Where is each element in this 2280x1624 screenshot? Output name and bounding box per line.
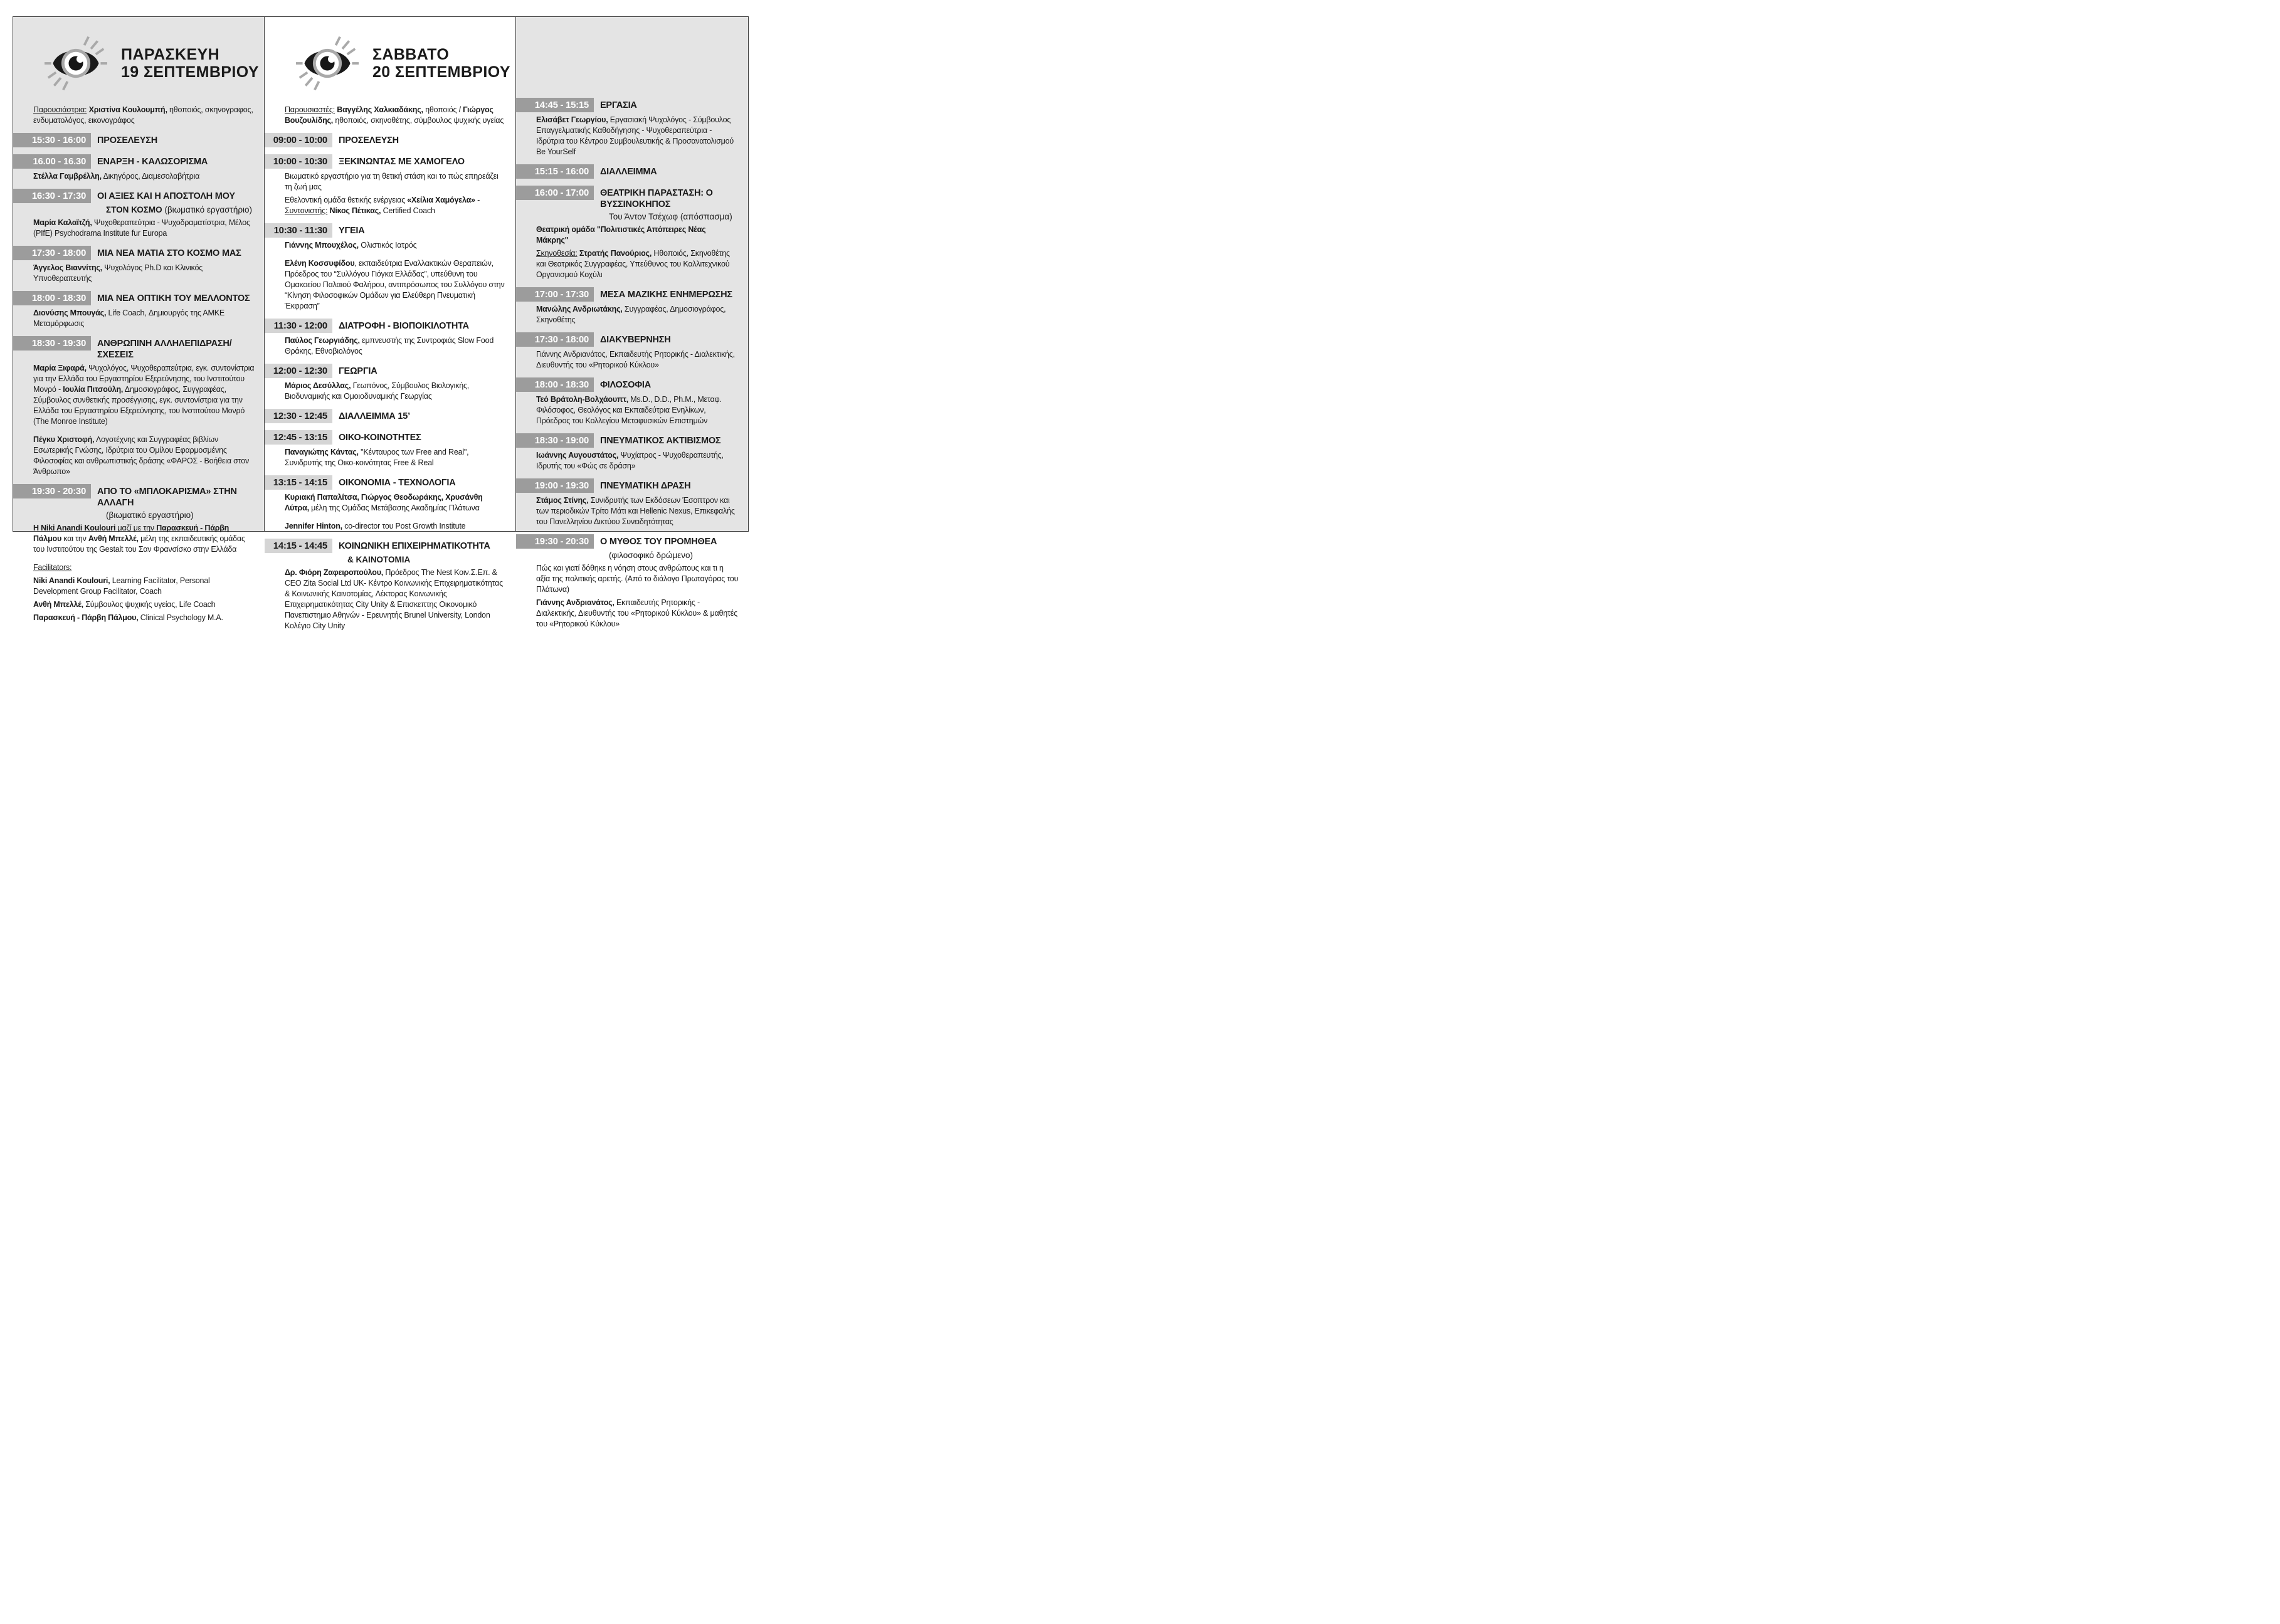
- text-segment: co-director του Post Growth Institute: [342, 522, 466, 530]
- session-title: ΠΡΟΣΕΛΕΥΣΗ: [338, 135, 399, 145]
- session-paragraph: [285, 335, 507, 357]
- session-paragraph: [285, 447, 507, 468]
- time-chip: 17:30 - 18:00: [13, 246, 91, 260]
- time-chip: 18:00 - 18:30: [516, 377, 594, 392]
- text-segment: Facilitators:: [33, 563, 72, 572]
- text-segment: Ανθή Μπελλέ,: [88, 534, 139, 543]
- text-segment: Στέλλα Γαμβρέλλη,: [33, 172, 102, 181]
- time-chip: 10:30 - 11:30: [265, 223, 332, 238]
- text-segment: Παρασκευή - Πάρβη Πάλμου: [33, 524, 230, 543]
- session-row: [516, 332, 748, 347]
- session-row: [516, 534, 748, 549]
- text-segment: Βιωματικό εργαστήριο για τη θετική στάση και το πώς επηρεάζει τη ζωή μας: [284, 172, 499, 191]
- session-title: ΟΙ ΑΞΙΕΣ ΚΑΙ Η ΑΠΟΣΤΟΛΗ ΜΟΥ: [97, 191, 235, 201]
- session-row: [516, 164, 748, 179]
- session-row: [516, 478, 748, 493]
- session-row: [13, 133, 264, 147]
- text-segment: Jennifer Hinton,: [284, 522, 342, 530]
- session-title: ΑΝΘΡΩΠΙΝΗ ΑΛΛΗΛΕΠΙΔΡΑΣΗ/ ΣΧΕΣΕΙΣ: [97, 339, 232, 360]
- text-segment: ΣΤΟΝ ΚΟΣΜΟ: [106, 205, 165, 214]
- session-item: [265, 430, 515, 468]
- time-chip: 19:30 - 20:30: [13, 484, 91, 498]
- text-segment: Δρ. Φιόρη Ζαφειροπούλου,: [284, 568, 384, 577]
- time-chip: 12:00 - 12:30: [265, 364, 332, 378]
- session-paragraph: [285, 381, 507, 402]
- day-date: 20 ΣΕΠΤΕΜΒΡΙΟΥ: [372, 63, 510, 81]
- text-segment: Σύμβουλος ψυχικής υγείας, Life Coach: [83, 600, 216, 609]
- text-segment: Στρατής Πανούριος,: [579, 249, 652, 258]
- session-item: [516, 534, 748, 630]
- session-title: ΔΙΑΤΡΟΦΗ - ΒΙΟΠΟΙΚΙΛΟΤΗΤΑ: [338, 321, 469, 331]
- session-title: ΑΠΟ ΤΟ «ΜΠΛΟΚΑΡΙΣΜΑ» ΣΤΗΝ ΑΛΛΑΓΗ: [97, 487, 237, 508]
- saturday-morning-schedule: [265, 105, 515, 631]
- text-block: [13, 562, 264, 623]
- time-chip: 13:15 - 14:15: [265, 475, 332, 490]
- text-segment: Θεατρική ομάδα "Πολιτιστικές Απόπειρες Νέας Μάκρης": [536, 225, 706, 245]
- session-paragraph: [536, 224, 739, 246]
- text-segment: Δικηγόρος, Διαμεσολαβήτρια: [101, 172, 200, 181]
- time-chip: 18:00 - 18:30: [13, 291, 91, 305]
- eye-logo: [296, 34, 359, 92]
- session-title: ΜΕΣΑ ΜΑΖΙΚΗΣ ΕΝΗΜΕΡΩΣΗΣ: [599, 290, 732, 300]
- day-name: ΠΑΡΑΣΚΕΥΗ: [121, 46, 220, 63]
- column-friday: [13, 17, 264, 622]
- session-row: [13, 246, 264, 260]
- session-list: [516, 21, 748, 630]
- session-paragraph: [536, 304, 739, 325]
- text-segment: Ανθή Μπελλέ,: [33, 600, 83, 609]
- session-item: [265, 154, 515, 216]
- session-item: [265, 409, 515, 423]
- session-row: [265, 133, 515, 147]
- session-paragraph: [285, 258, 507, 312]
- text-segment: Σκηνοθεσία:: [536, 249, 578, 258]
- session-paragraph: [285, 567, 507, 631]
- text-segment: Πέγκυ Χριστοφή,: [33, 435, 95, 444]
- text-segment: Ms.D., D.D., Ph.M., Μεταφ. Φιλόσοφος, Θεολόγος και Εκπαιδεύτρια Ενηλίκων, Πρόεδρος του Κολλεγίου Μεταφυσικών Επιστημών: [536, 395, 722, 425]
- session-paragraph: [33, 218, 255, 239]
- session-item: [516, 478, 748, 527]
- text-segment: Γιάννης Μπουχέλος,: [284, 241, 359, 250]
- text-segment: Παρουσιάστρια:: [33, 105, 87, 114]
- text-segment: Certified Coach: [381, 206, 435, 215]
- session-row: [13, 291, 264, 305]
- text-segment: Ηθοποιός, Σκηνοθέτης και Θεατρικός Συγγραφέας, Υπεύθυνος του Καλλιτεχνικού Οργανισμού Κοχύλι: [536, 249, 730, 279]
- program-spread: [13, 16, 749, 630]
- text-segment: Συντονιστής:: [284, 206, 328, 215]
- session-title: ΘΕΑΤΡΙΚΗ ΠΑΡΑΣΤΑΣΗ: Ο ΒΥΣΣΙΝΟΚΗΠΟΣ: [599, 188, 713, 209]
- session-item: [265, 539, 515, 631]
- session-row: [516, 287, 748, 302]
- session-title: ΓΕΩΡΓΙΑ: [338, 366, 377, 376]
- session-paragraph: [33, 308, 255, 329]
- text-segment: ηθοποιός /: [423, 105, 463, 114]
- text-segment: Niki Anandi Koulouri,: [33, 576, 110, 585]
- session-title: ΜΙΑ ΝΕΑ ΟΠΤΙΚΗ ΤΟΥ ΜΕΛΛΟΝΤΟΣ: [97, 293, 250, 303]
- text-segment: Ολιστικός Ιατρός: [358, 241, 417, 250]
- session-row: [265, 223, 515, 238]
- text-segment: Παρασκευή - Πάρβη Πάλμου,: [33, 613, 139, 622]
- session-row: [516, 377, 748, 392]
- session-subtitle: [106, 204, 255, 215]
- session-paragraph: [33, 613, 255, 623]
- session-row: [265, 319, 515, 333]
- text-segment: ηθοποιός, σκηνοθέτης, σύμβουλος ψυχικής υγείας: [333, 116, 504, 125]
- text-segment: ηθοποιός, σκηνογραφος, ενδυματολόγος, εικονογράφος: [33, 105, 253, 125]
- session-item: [516, 186, 748, 280]
- session-title: ΠΡΟΣΕΛΕΥΣΗ: [97, 135, 157, 145]
- text-segment: Εθελοντική ομάδα θετικής ενέργειας: [284, 196, 408, 204]
- session-paragraph: [536, 349, 739, 371]
- session-title: ΥΓΕΙΑ: [338, 226, 365, 236]
- text-segment: Διονύσης Μπουγάς,: [33, 308, 107, 317]
- text-segment: εμπνευστής της Συντροφιάς Slow Food Θράκης, Εθνοβιολόγος: [284, 336, 494, 356]
- text-segment: Ψυχίατρος - Ψυχοθεραπευτής, Ιδρυτής του «Φώς σε δράση»: [536, 451, 724, 470]
- session-row: [13, 336, 264, 361]
- text-segment: Ιουλία Πιτσούλη,: [63, 385, 124, 394]
- session-title: ΟΙΚΟ-ΚΟΙΝΟΤΗΤΕΣ: [338, 433, 421, 443]
- session-list: [13, 133, 264, 623]
- text-segment: (φιλοσοφικό δρώμενο): [608, 551, 693, 560]
- session-row: [265, 475, 515, 490]
- session-row: [516, 98, 748, 112]
- text-segment: Μάριος Δεσύλλας,: [284, 381, 351, 390]
- session-item: [13, 246, 264, 284]
- session-item: [13, 484, 264, 555]
- time-chip: 18:30 - 19:30: [13, 336, 91, 351]
- session-paragraph: [536, 450, 739, 472]
- session-item: [13, 291, 264, 329]
- text-segment: Συνιδρυτής των Εκδόσεων Έσοπτρον και των περιοδικών Τρίτο Μάτι και Hellenic Nexus, Επικεφαλής του Πανελληνίου Δικτύου Συνειδητότητας: [536, 496, 735, 526]
- day-date: 19 ΣΕΠΤΕΜΒΡΙΟΥ: [121, 63, 259, 81]
- text-segment: Πώς και γιατί δόθηκε η νόηση στους ανθρώπους και τι η αξία της πολιτικής αρετής. (Από το διάλογο Πρωταγόρας του Πλάτωνα): [536, 564, 739, 594]
- session-row: [265, 154, 515, 169]
- text-segment: Life Coach, Δημιουργός της ΑΜΚΕ Μεταμόρφωσις: [33, 308, 225, 328]
- text-segment: Ψυχολόγος, Ψυχοθεραπεύτρια, εγκ. συντονίστρια για την Ελλάδα του Εργαστηρίου Εξερεύνησης, του Ινστιτούτου Μονρό -: [33, 364, 255, 394]
- presenters-line: [285, 105, 507, 126]
- time-chip: 19:00 - 19:30: [516, 478, 594, 493]
- session-subtitle: [106, 510, 255, 520]
- text-segment: Clinical Psychology M.A.: [138, 613, 223, 622]
- session-title: ΦΙΛΟΣΟΦΙΑ: [599, 380, 652, 390]
- session-paragraph: [285, 240, 507, 251]
- text-segment: , εκπαιδεύτρια Εναλλακτικών Θεραπειών, Πρόεδρος του “Συλλόγου Γιόγκα Ελλάδας”, υπεύθυνη του Ομακοείου Παλαιού Φαλήρου, αντιπρόσωπος του Συλλόγου στην “Κίνηση Φιλοσοφικών Ομάδων για Ελεύθερη Πνευματική Έκφραση”: [284, 259, 505, 310]
- session-row: [265, 409, 515, 423]
- text-block: [13, 435, 264, 477]
- time-chip: 12:45 - 13:15: [265, 430, 332, 445]
- session-title: ΠΝΕΥΜΑΤΙΚΗ ΔΡΑΣΗ: [599, 481, 691, 491]
- text-segment: Λογοτέχνης και Συγγραφέας βιβλίων Εσωτερικής Γνώσης, Ιδρύτρια του Ομίλου Εφαρμοσμένης Φιλοσοφίας και ανθρωπιστικής δράσης «ΦΑΡΟΣ - Βοήθεια στον Άνθρωπο»: [33, 435, 250, 476]
- time-chip: 10:00 - 10:30: [265, 154, 332, 169]
- text-segment: Παρουσιαστές:: [284, 105, 335, 114]
- time-chip: 17:00 - 17:30: [516, 287, 594, 302]
- text-segment: -: [475, 196, 480, 204]
- session-list: [265, 133, 515, 631]
- text-segment: Πρόεδρος The Nest Κοιν.Σ.Επ. & CEO Zita Social Ltd UK- Κέντρο Κοινωνικής Επιχειρηματικότητας & Κοινωνικής Καινοτομίας, Λέκτορας Κοινωνικής Επιχειρηματικότητας City Unity & Επισκεπτης Οικονομικό Πανεπιστημιο Αθηνών - Ερευνητής Brunel University, London Κολέγιο City Unity: [284, 568, 503, 630]
- time-chip: 14:15 - 14:45: [265, 539, 332, 553]
- text-segment: Εκπαιδευτής Ρητορικής - Διαλεκτικής, Διευθυντής του «Ρητορικού Κύκλου» & μαθητές του «Ρητορικού Κύκλου»: [536, 598, 737, 628]
- session-paragraph: [33, 599, 255, 610]
- session-item: [516, 433, 748, 472]
- session-title: ΔΙΑΛΛΕΙΜΜΑ 15’: [338, 411, 410, 421]
- text-segment: & ΚΑΙΝΟΤΟΜΙΑ: [347, 555, 411, 564]
- text-segment: μέλη της εκπαιδευτικής ομάδας του Ινστιτούτου της Gestalt του Σαν Φρανσίσκο στην Ελλάδα: [33, 534, 245, 554]
- session-paragraph: [285, 492, 507, 514]
- text-segment: Νίκος Πέτικας,: [329, 206, 381, 215]
- session-paragraph: [536, 394, 739, 426]
- text-segment: Γιάννης Ανδριανάτος,: [536, 598, 615, 607]
- eye-logo: [45, 34, 107, 92]
- time-chip: 15:15 - 16:00: [516, 164, 594, 179]
- day-title-saturday: [372, 46, 510, 81]
- text-segment: Δημοσιογράφος, Συγγραφέας, Σύμβουλος συνθετικής προσέγγισης, εγκ. συντονίστρια για την Ελλάδα του Εργαστηρίου Εξερεύνησης, του Ινστιτούτου Μονρό (The Monroe Institute): [33, 385, 245, 426]
- text-segment: Συγγραφέας, Δημοσιογράφος, Σκηνοθέτης: [536, 305, 726, 324]
- text-segment: Η Niki Anandi Koulouri: [33, 524, 116, 532]
- time-chip: 11:30 - 12:00: [265, 319, 332, 333]
- text-segment: Μαρία Ξιφαρά,: [33, 364, 87, 372]
- text-segment: Του Άντον Τσέχωφ (απόσπασμα): [608, 212, 732, 221]
- text-segment: Γεωπόνος, Σύμβουλος Βιολογικής, Βιοδυναμικής και Ομοιοδυναμικής Γεωργίας: [284, 381, 470, 401]
- session-title: ΕΝΑΡΞΗ - ΚΑΛΩΣΟΡΙΣΜΑ: [97, 157, 208, 167]
- session-row: [13, 154, 264, 169]
- time-chip: 14:45 - 15:15: [516, 98, 594, 112]
- text-segment: Ιωάννης Αυγουστάτος,: [536, 451, 619, 460]
- session-row: [265, 539, 515, 553]
- text-segment: Ψυχοθεραπεύτρια - Ψυχοδραματίστρια, Μέλος (PIfE) Psychodrama Institute fur Europa: [33, 218, 250, 238]
- text-segment: Τεό Βράτολη-Βολχάουπτ,: [536, 395, 628, 404]
- text-segment: Άγγελος Βιαννίτης,: [33, 263, 102, 272]
- text-segment: μέλη της Ομάδας Μετάβασης Ακαδημίας Πλάτωνα: [309, 504, 480, 512]
- time-chip: 18:30 - 19:00: [516, 433, 594, 448]
- text-segment: Γιώργος Βουζουλίδης,: [284, 105, 493, 125]
- session-paragraph: [33, 363, 255, 427]
- session-item: [265, 475, 515, 514]
- session-row: [516, 186, 748, 210]
- session-paragraph: [33, 562, 255, 573]
- text-segment: Παναγιώτης Κάντας,: [284, 448, 359, 456]
- time-chip: 17:30 - 18:00: [516, 332, 594, 347]
- session-title: ΜΙΑ ΝΕΑ ΜΑΤΙΑ ΣΤΟ ΚΟΣΜΟ ΜΑΣ: [97, 248, 241, 258]
- day-title-friday: [121, 46, 259, 81]
- session-item: [516, 164, 748, 179]
- column-saturday-afternoon: [515, 17, 748, 628]
- saturday-afternoon-schedule: [516, 21, 748, 630]
- text-segment: Παύλος Γεωργιάδης,: [284, 336, 360, 345]
- text-segment: (βιωματικό εργαστήριο): [106, 510, 194, 520]
- text-segment: "Κένταυρος των Free and Real", Συνιδρυτής της Οικο-κοινότητας Free & Real: [284, 448, 469, 467]
- session-row: [516, 433, 748, 448]
- text-segment: (βιωματικό εργαστήριο): [164, 205, 253, 214]
- time-chip: 19:30 - 20:30: [516, 534, 594, 549]
- text-segment: και την: [61, 534, 88, 543]
- session-subtitle: [347, 554, 507, 565]
- text-segment: «Χείλια Χαμόγελα»: [407, 196, 475, 204]
- session-paragraph: [536, 563, 739, 595]
- presenters-line: [33, 105, 255, 126]
- session-item: [265, 364, 515, 402]
- text-segment: Ελισάβετ Γεωργίου,: [536, 115, 608, 124]
- session-paragraph: [536, 495, 739, 527]
- session-paragraph: [285, 171, 507, 192]
- session-item: [516, 377, 748, 426]
- session-subtitle: [609, 211, 739, 222]
- session-row: [13, 484, 264, 509]
- text-segment: Μανώλης Ανδριωτάκης,: [536, 305, 623, 314]
- text-segment: Εργασιακή Ψυχολόγος - Σύμβουλος Επαγγελματικής Καθοδήγησης - Ψυχοθεραπεύτρια - Ιδρύτρια του Κέντρου Συμβουλευτικής & Προσανατολισμού Be YourSelf: [536, 115, 734, 156]
- text-block: [265, 521, 515, 532]
- friday-header: [13, 17, 264, 92]
- text-segment: Βαγγέλης Χαλκιαδάκης,: [337, 105, 423, 114]
- session-item: [516, 98, 748, 157]
- session-item: [13, 336, 264, 427]
- session-title: ΔΙΑΚΥΒΕΡΝΗΣΗ: [599, 335, 671, 345]
- session-item: [13, 154, 264, 182]
- session-paragraph: [33, 263, 255, 284]
- text-segment: Learning Facilitator, Personal Development Group Facilitator, Coach: [33, 576, 210, 596]
- session-paragraph: [536, 115, 739, 157]
- session-title: Ο ΜΥΘΟΣ ΤΟΥ ΠΡΟΜΗΘΕΑ: [599, 537, 717, 547]
- session-paragraph: [285, 195, 507, 216]
- text-segment: Γιάννης Ανδριανάτος, Εκπαιδευτής Ρητορικής - Διαλεκτικής, Διευθυντής του «Ρητορικού Κύκλου»: [536, 350, 735, 369]
- session-title: ΞΕΚΙΝΩΝΤΑΣ ΜΕ ΧΑΜΟΓΕΛΟ: [338, 157, 465, 167]
- session-paragraph: [285, 521, 507, 532]
- text-block: [265, 258, 515, 312]
- saturday-header: [265, 17, 515, 92]
- session-paragraph: [33, 435, 255, 477]
- session-paragraph: [33, 171, 255, 182]
- day-name: ΣΑΒΒΑΤΟ: [372, 46, 450, 63]
- time-chip: 15:30 - 16:00: [13, 133, 91, 147]
- session-item: [13, 189, 264, 239]
- session-paragraph: [33, 523, 255, 555]
- time-chip: 16.00 - 16.30: [13, 154, 91, 169]
- text-segment: μαζί με την: [115, 524, 157, 532]
- time-chip: 09:00 - 10:00: [265, 133, 332, 147]
- session-row: [265, 364, 515, 378]
- time-chip: 12:30 - 12:45: [265, 409, 332, 423]
- session-title: ΔΙΑΛΛΕΙΜΜΑ: [599, 167, 657, 177]
- session-row: [13, 189, 264, 203]
- text-segment: Μαρία Καλαϊτζή,: [33, 218, 92, 227]
- session-item: [516, 332, 748, 371]
- friday-schedule: [13, 105, 264, 623]
- time-chip: 16:30 - 17:30: [13, 189, 91, 203]
- session-title: ΟΙΚΟΝΟΜΙΑ - ΤΕΧΝΟΛΟΓΙΑ: [338, 478, 456, 488]
- text-segment: Χριστίνα Κουλουμπή,: [88, 105, 167, 114]
- program-page: [0, 0, 760, 630]
- session-item: [13, 133, 264, 147]
- text-segment: Στάμος Στίνης,: [536, 496, 589, 505]
- time-chip: 16:00 - 17:00: [516, 186, 594, 200]
- text-segment: Κυριακή Παπαλίτσα, Γιώργος Θεοδωράκης, Χρυσάνθη Λύτρα,: [284, 493, 483, 512]
- text-segment: Ψυχολόγος Ph.D και Κλινικός Υπνοθεραπευτής: [33, 263, 203, 283]
- session-item: [265, 133, 515, 147]
- session-item: [265, 319, 515, 357]
- session-title: ΚΟΙΝΩΝΙΚΗ ΕΠΙΧΕΙΡΗΜΑΤΙΚΟΤΗΤΑ: [338, 541, 490, 551]
- session-paragraph: [536, 598, 739, 630]
- session-item: [265, 223, 515, 251]
- session-subtitle: [609, 550, 739, 561]
- session-item: [516, 287, 748, 325]
- column-saturday-morning: [264, 17, 515, 630]
- text-segment: Ελένη Κοσσυφίδου: [284, 259, 355, 268]
- session-title: ΠΝΕΥΜΑΤΙΚΟΣ ΑΚΤΙΒΙΣΜΟΣ: [599, 436, 721, 446]
- session-row: [265, 430, 515, 445]
- session-paragraph: [536, 248, 739, 280]
- session-paragraph: [33, 576, 255, 597]
- session-title: ΕΡΓΑΣΙΑ: [599, 100, 637, 110]
